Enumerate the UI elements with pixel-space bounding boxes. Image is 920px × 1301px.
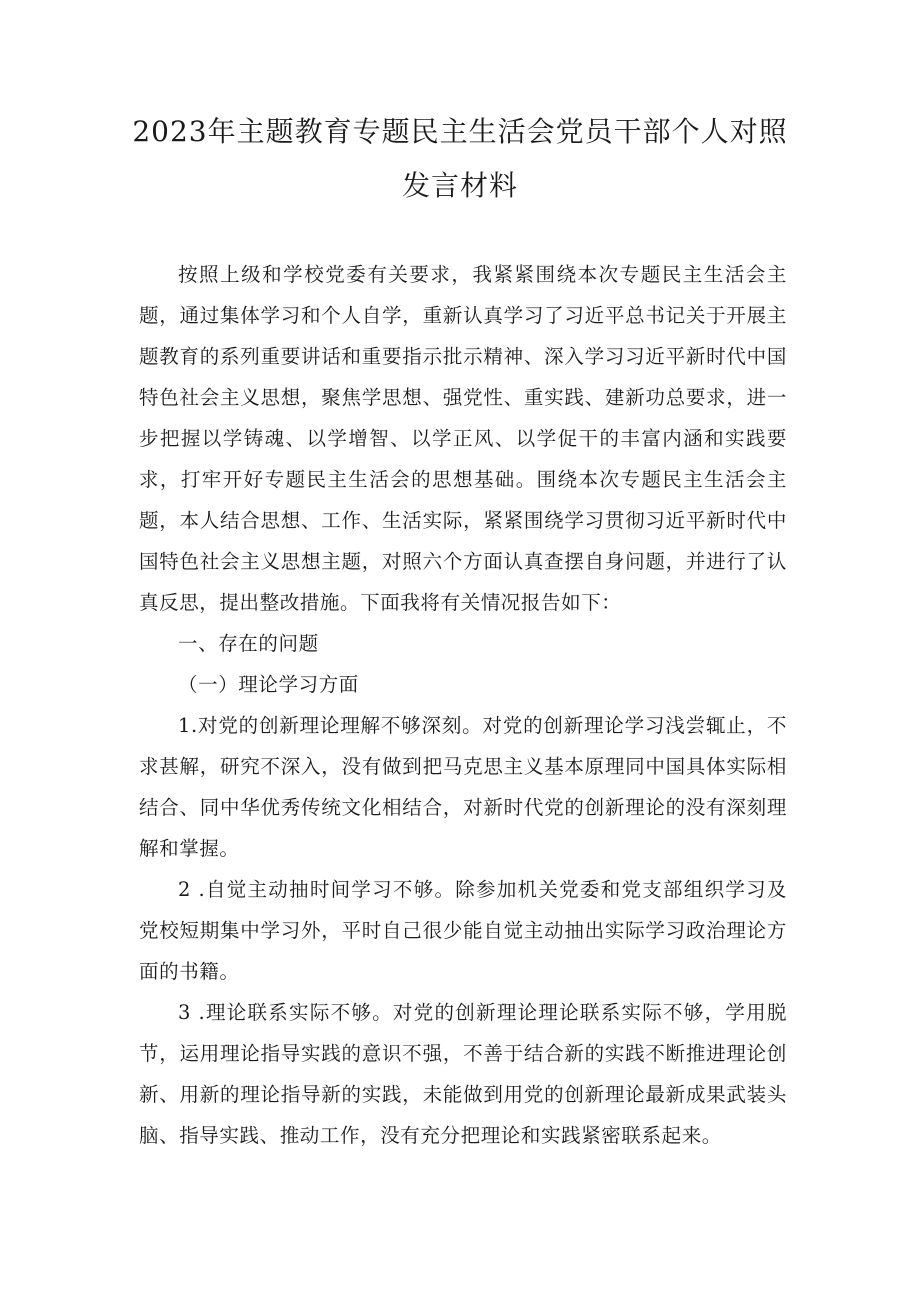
item-paragraph-2: 2 .自觉主动抽时间学习不够。除参加机关党委和党支部组织学习及党校短期集中学习外，平时自己很少能自觉主动抽出实际学习政治理论方面的书籍。 — [139, 878, 787, 983]
document-title-line2: 发言材料 — [401, 169, 518, 202]
document-body — [139, 254, 787, 1156]
item-paragraph-3: 3 .理论联系实际不够。对党的创新理论理论联系实际不够，学用脱节，运用理论指导实践的意识不强，不善于结合新的实践不断推进理论创新、用新的理论指导新的实践，未能做到用党的创新理论最新成果武装头脑、指导实践、推动工作，没有充分把理论和实践紧密联系起来。 — [139, 1001, 787, 1147]
section-heading: 一、存在的问题 — [178, 632, 319, 655]
document-title-line1: 2023年主题教育专题民主生活会党员干部个人对照 — [132, 115, 788, 148]
subsection-heading: （一）理论学习方面 — [178, 673, 359, 696]
intro-paragraph: 按照上级和学校党委有关要求，我紧紧围绕本次专题民主生活会主题，通过集体学习和个人自学，重新认真学习了习近平总书记关于开展主题教育的系列重要讲话和重要指示批示精神、深入学习习近平新时代中国特色社会主义思想，聚焦学思想、强党性、重实践、建新功总要求，进一步把握以学铸魂、以学增智、以学正风、以学促干的丰富内涵和实践要求，打牢开好专题民主生活会的思想基础。围绕本次专题民主生活会主题，本人结合思想、工作、生活实际，紧紧围绕学习贯彻习近平新时代中国特色社会主义思想主题，对照六个方面认真查摆自身问题，并进行了认真反思，提出整改措施。下面我将有关情况报告如下： — [139, 263, 787, 614]
item-paragraph-1: 1.对党的创新理论理解不够深刻。对党的创新理论学习浅尝辄止，不求甚解，研究不深入，没有做到把马克思主义基本原理同中国具体实际相结合、同中华优秀传统文化相结合，对新时代党的创新理论的没有深刻理解和掌握。 — [139, 714, 787, 860]
